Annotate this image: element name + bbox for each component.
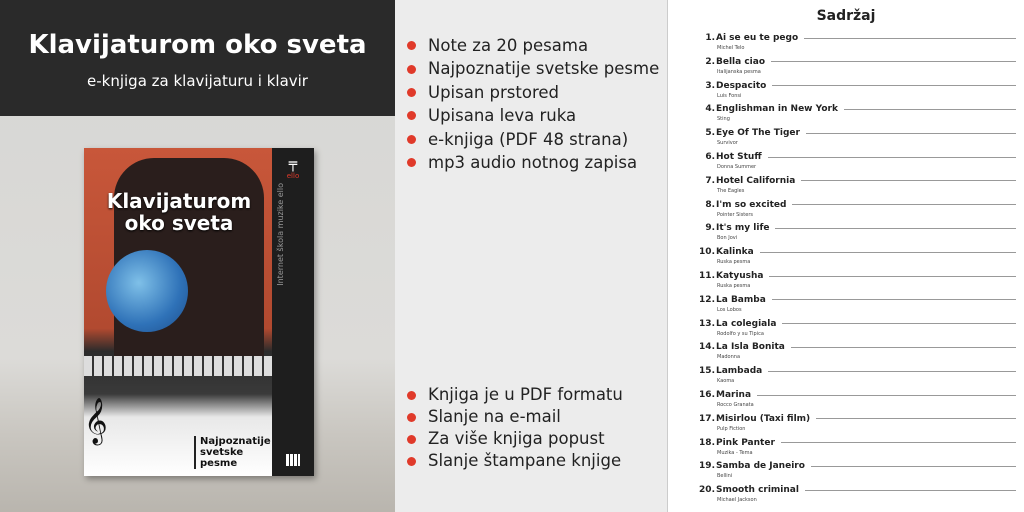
leader-line: [816, 418, 1016, 419]
song-artist: Bellini: [717, 473, 733, 480]
bullet-icon: [407, 158, 416, 167]
feature-text: mp3 audio notnog zapisa: [428, 152, 638, 172]
features-list-top: [407, 34, 659, 174]
song-title: Hotel California: [716, 175, 796, 186]
leader-line: [804, 38, 1016, 39]
header-banner: [0, 0, 395, 116]
cover-title-line: Klavijaturom: [106, 189, 252, 213]
keyboard-image: [84, 356, 272, 376]
logo-text: ello: [286, 172, 300, 180]
song-artist: The Eagles: [717, 187, 745, 194]
item-number: 6.: [705, 152, 715, 162]
song-title: La colegiala: [716, 318, 777, 329]
song-title: Katyusha: [716, 271, 764, 281]
song-artist: Bon Jovi: [717, 235, 738, 242]
song-artist: Italijanska pesma: [717, 68, 761, 75]
song-title: It's my life: [716, 223, 770, 234]
contents-item: [668, 176, 1024, 200]
contents-item: [668, 271, 1024, 295]
song-title: Samba de Janeiro: [716, 461, 805, 472]
bullet-icon: [407, 41, 416, 50]
cover-subtitle-line: pesme: [200, 458, 238, 469]
song-artist: Luis Fonsi: [717, 92, 742, 99]
contents-item: [668, 33, 1024, 57]
bullet-icon: [407, 111, 416, 120]
leader-line: [801, 180, 1016, 181]
item-number: 18.: [699, 437, 715, 448]
item-number: 9.: [705, 223, 715, 234]
song-artist: Sting: [717, 116, 730, 123]
song-artist: Pointer Sisters: [717, 211, 754, 218]
contents-item: [668, 200, 1024, 224]
contents-item: [668, 295, 1024, 319]
ello-logo: ╤ ello: [272, 156, 314, 180]
item-number: 3.: [705, 80, 715, 91]
bullet-icon: [407, 135, 416, 144]
cover-title-line: oko sveta: [124, 211, 234, 235]
song-artist: Muzika - Tema: [717, 449, 753, 456]
contents-item: [668, 152, 1024, 176]
song-title: Ai se eu te pego: [716, 33, 799, 43]
contents-item: [668, 342, 1024, 366]
feature-text: Slanje štampane knjige: [428, 451, 622, 470]
song-artist: Survivor: [717, 140, 738, 147]
features-list-bottom: [407, 384, 623, 472]
item-number: 13.: [699, 318, 715, 329]
leader-line: [811, 466, 1016, 467]
item-number: 15.: [699, 366, 715, 377]
contents-item: [668, 319, 1024, 343]
leader-line: [781, 442, 1016, 443]
item-number: 14.: [699, 342, 715, 353]
contents-item: [668, 128, 1024, 152]
leader-line: [806, 133, 1016, 134]
contents-item: [668, 438, 1024, 462]
item-number: 11.: [699, 271, 715, 281]
song-artist: Donna Summer: [717, 164, 757, 170]
song-title: Pink Panter: [716, 437, 775, 448]
feature-item: [407, 384, 623, 406]
song-artist: Michel Telo: [717, 45, 745, 51]
song-title: Smooth criminal: [716, 485, 799, 496]
cover-subtitle-line: svetske: [200, 447, 244, 458]
bullet-icon: [407, 457, 416, 466]
song-title: Kalinka: [716, 247, 754, 258]
cover-title: [94, 190, 264, 234]
contents-item: [668, 485, 1024, 509]
leader-line: [768, 371, 1016, 372]
contents-item: [668, 104, 1024, 128]
bullet-icon: [407, 88, 416, 97]
leader-line: [769, 276, 1016, 277]
leader-line: [772, 85, 1016, 86]
feature-item: [407, 128, 659, 151]
song-title: Marina: [716, 390, 752, 400]
features-panel: [395, 0, 667, 512]
bullet-icon: [407, 391, 416, 400]
song-title: Misirlou (Taxi film): [716, 413, 811, 424]
song-artist: Madonna: [717, 354, 741, 361]
spine-text: Internet škola muzike ello: [276, 183, 285, 286]
feature-item: [407, 34, 659, 57]
song-artist: Pulp Fiction: [717, 425, 746, 432]
contents-item: [668, 390, 1024, 414]
product-photo-panel: [0, 0, 395, 512]
contents-item: [668, 414, 1024, 438]
item-number: 4.: [705, 104, 715, 115]
item-number: 5.: [705, 128, 715, 139]
leader-line: [772, 299, 1016, 300]
song-title: Bella ciao: [716, 56, 766, 67]
contents-item: [668, 57, 1024, 81]
feature-text: e-knjiga (PDF 48 strana): [428, 129, 629, 149]
feature-item: [407, 151, 659, 174]
contents-item: [668, 247, 1024, 271]
contents-item: [668, 223, 1024, 247]
song-artist: Ruska pesma: [717, 283, 751, 289]
leader-line: [844, 109, 1016, 110]
cover-subtitle-line: Najpoznatije: [200, 436, 271, 447]
song-title: I'm so excited: [716, 199, 787, 210]
bullet-icon: [407, 435, 416, 444]
feature-text: Knjiga je u PDF formatu: [428, 385, 623, 404]
leader-line: [791, 347, 1016, 348]
piano-keys-icon: [286, 454, 300, 466]
contents-item: [668, 81, 1024, 105]
contents-panel: [667, 0, 1024, 512]
contents-item: [668, 461, 1024, 485]
globe-image: [106, 250, 188, 332]
item-number: 16.: [699, 390, 715, 400]
item-number: 10.: [699, 247, 715, 258]
book-cover-image: [84, 148, 314, 476]
song-artist: Kaoma: [717, 378, 735, 385]
contents-item: [668, 366, 1024, 390]
page-title: Klavijaturom oko sveta: [28, 30, 367, 60]
feature-text: Za više knjiga popust: [428, 429, 605, 448]
song-artist: Rodolfo y su Tipica: [717, 330, 764, 337]
bullet-icon: [407, 65, 416, 74]
song-title: Lambada: [716, 366, 763, 377]
song-title: La Isla Bonita: [716, 342, 785, 353]
item-number: 12.: [699, 294, 715, 305]
leader-line: [760, 252, 1016, 253]
item-number: 1.: [705, 33, 715, 43]
feature-text: Note za 20 pesama: [428, 36, 589, 55]
song-artist: Los Lobos: [717, 306, 742, 313]
leader-line: [757, 395, 1016, 396]
feature-item: [407, 406, 623, 428]
item-number: 20.: [699, 485, 715, 496]
contents-title: Sadržaj: [816, 8, 876, 24]
feature-text: Najpoznatije svetske pesme: [428, 59, 660, 79]
item-number: 17.: [699, 413, 715, 424]
song-title: La Bamba: [716, 294, 766, 305]
leader-line: [805, 490, 1016, 491]
feature-item: [407, 428, 623, 450]
feature-item: [407, 81, 659, 104]
feature-item: [407, 57, 659, 80]
feature-item: [407, 450, 623, 472]
page-subtitle: e-knjiga za klavijaturu i klavir: [87, 72, 308, 90]
treble-clef-icon: 𝄞: [84, 398, 108, 444]
song-title: Despacito: [716, 80, 767, 91]
song-title: Eye Of The Tiger: [716, 128, 800, 139]
item-number: 8.: [705, 199, 715, 210]
song-title: Englishman in New York: [716, 104, 838, 115]
feature-text: Upisana leva ruka: [428, 106, 577, 126]
book-spine: [272, 148, 314, 476]
leader-line: [775, 228, 1016, 229]
bullet-icon: [407, 413, 416, 422]
song-artist: Rocco Granata: [717, 402, 754, 408]
item-number: 2.: [705, 56, 715, 67]
feature-text: Upisan prstored: [428, 82, 560, 102]
item-number: 19.: [699, 461, 715, 472]
leader-line: [768, 157, 1016, 158]
leader-line: [771, 61, 1016, 62]
song-artist: Michael Jackson: [717, 497, 757, 504]
song-title: Hot Stuff: [716, 152, 762, 162]
leader-line: [782, 323, 1016, 324]
book-front: [84, 148, 272, 476]
feature-item: [407, 104, 659, 127]
item-number: 7.: [705, 175, 715, 186]
leader-line: [792, 204, 1016, 205]
song-artist: Ruska pesma: [717, 259, 751, 266]
feature-text: Slanje na e-mail: [428, 407, 561, 426]
cover-subtitle: [194, 436, 271, 469]
